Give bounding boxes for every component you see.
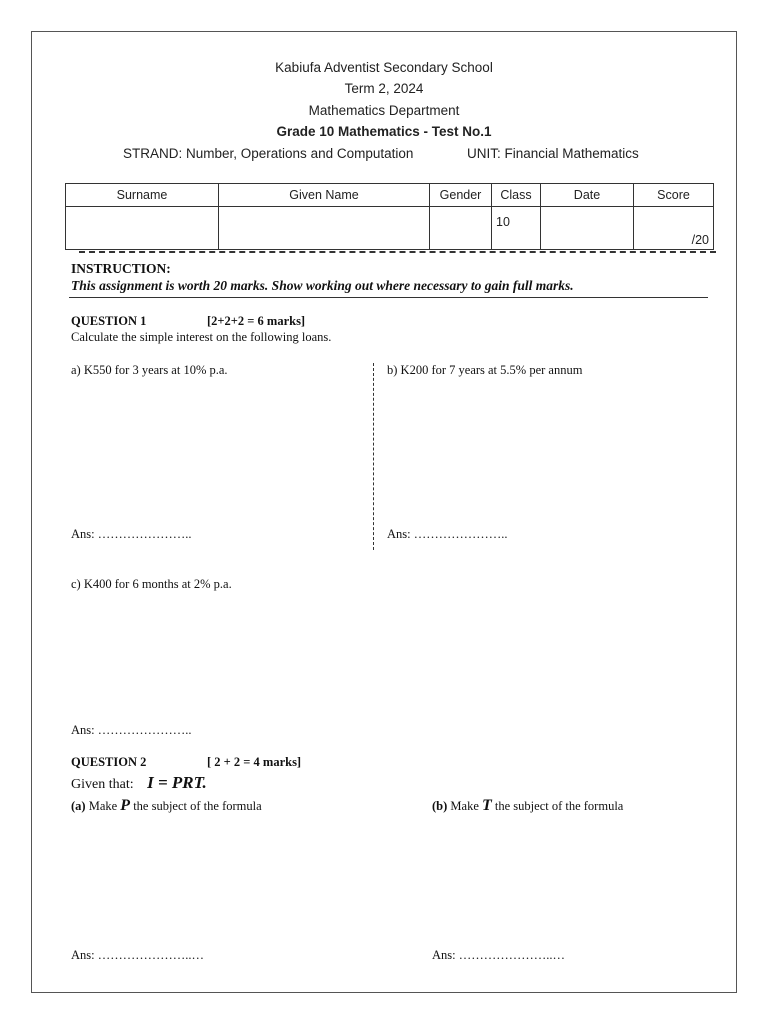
header-given-name: Given Name [219, 184, 430, 207]
q1-marks: [2+2+2 = 6 marks] [207, 314, 306, 328]
table-header-row [66, 184, 714, 207]
column-divider [373, 363, 374, 550]
q2-part-b-label: (b) [432, 799, 448, 813]
strand: STRAND: Number, Operations and Computation [123, 146, 414, 161]
q1-part-b: b) K200 for 7 years at 5.5% per annum [387, 363, 583, 377]
dashed-separator [79, 251, 716, 253]
q1-answer-b[interactable]: Ans: ………………….. [387, 527, 508, 541]
header-gender: Gender [430, 184, 492, 207]
q2-formula: I = PRT. [147, 773, 207, 792]
instruction-rule [69, 297, 708, 298]
unit: UNIT: Financial Mathematics [467, 146, 639, 161]
q1-part-c: c) K400 for 6 months at 2% p.a. [71, 577, 232, 591]
header-surname: Surname [66, 184, 219, 207]
header-class: Class [492, 184, 541, 207]
date-cell[interactable] [541, 207, 634, 250]
q2-answer-b[interactable]: Ans: …………………..… [432, 948, 565, 962]
test-title: Grade 10 Mathematics - Test No.1 [276, 124, 492, 139]
q2-part-a-var: P [120, 797, 131, 814]
q1-answer-a[interactable]: Ans: ………………….. [71, 527, 192, 541]
instruction-heading: INSTRUCTION: [71, 261, 171, 276]
class-cell[interactable]: 10 [492, 207, 541, 250]
q2-part-b-rest: the subject of the formula [494, 799, 624, 813]
q1-answer-c[interactable]: Ans: ………………….. [71, 723, 192, 737]
gender-cell[interactable] [430, 207, 492, 250]
school-name: Kabiufa Adventist Secondary School [275, 60, 493, 75]
q2-title: QUESTION 2 [71, 755, 147, 769]
q1-part-a: a) K550 for 3 years at 10% p.a. [71, 363, 228, 377]
instruction-text: This assignment is worth 20 marks. Show working out where necessary to gain full marks. [71, 278, 574, 293]
surname-cell[interactable] [66, 207, 219, 250]
header-score: Score [634, 184, 714, 207]
page-border [31, 31, 737, 993]
q1-prompt: Calculate the simple interest on the following loans. [71, 330, 332, 344]
q2-given [71, 773, 207, 793]
q2-part-a-label: (a) [71, 799, 86, 813]
q2-marks: [ 2 + 2 = 4 marks] [207, 755, 302, 769]
term: Term 2, 2024 [344, 81, 424, 96]
header-date: Date [541, 184, 634, 207]
q2-part-b-make: Make [450, 799, 479, 813]
q2-answer-a[interactable]: Ans: …………………..… [71, 948, 204, 962]
given-name-cell[interactable] [219, 207, 430, 250]
q2-part-a-rest: the subject of the formula [133, 799, 262, 813]
table-value-row [66, 207, 714, 250]
q2-part-a [71, 797, 262, 815]
q1-title: QUESTION 1 [71, 314, 147, 328]
score-cell[interactable]: /20 [634, 207, 714, 250]
student-info-table [65, 183, 714, 250]
department: Mathematics Department [308, 103, 460, 118]
q2-given-label: Given that: [71, 777, 134, 792]
q2-part-a-make: Make [88, 799, 118, 813]
q2-part-b-var: T [482, 797, 492, 814]
q2-part-b [432, 797, 623, 815]
